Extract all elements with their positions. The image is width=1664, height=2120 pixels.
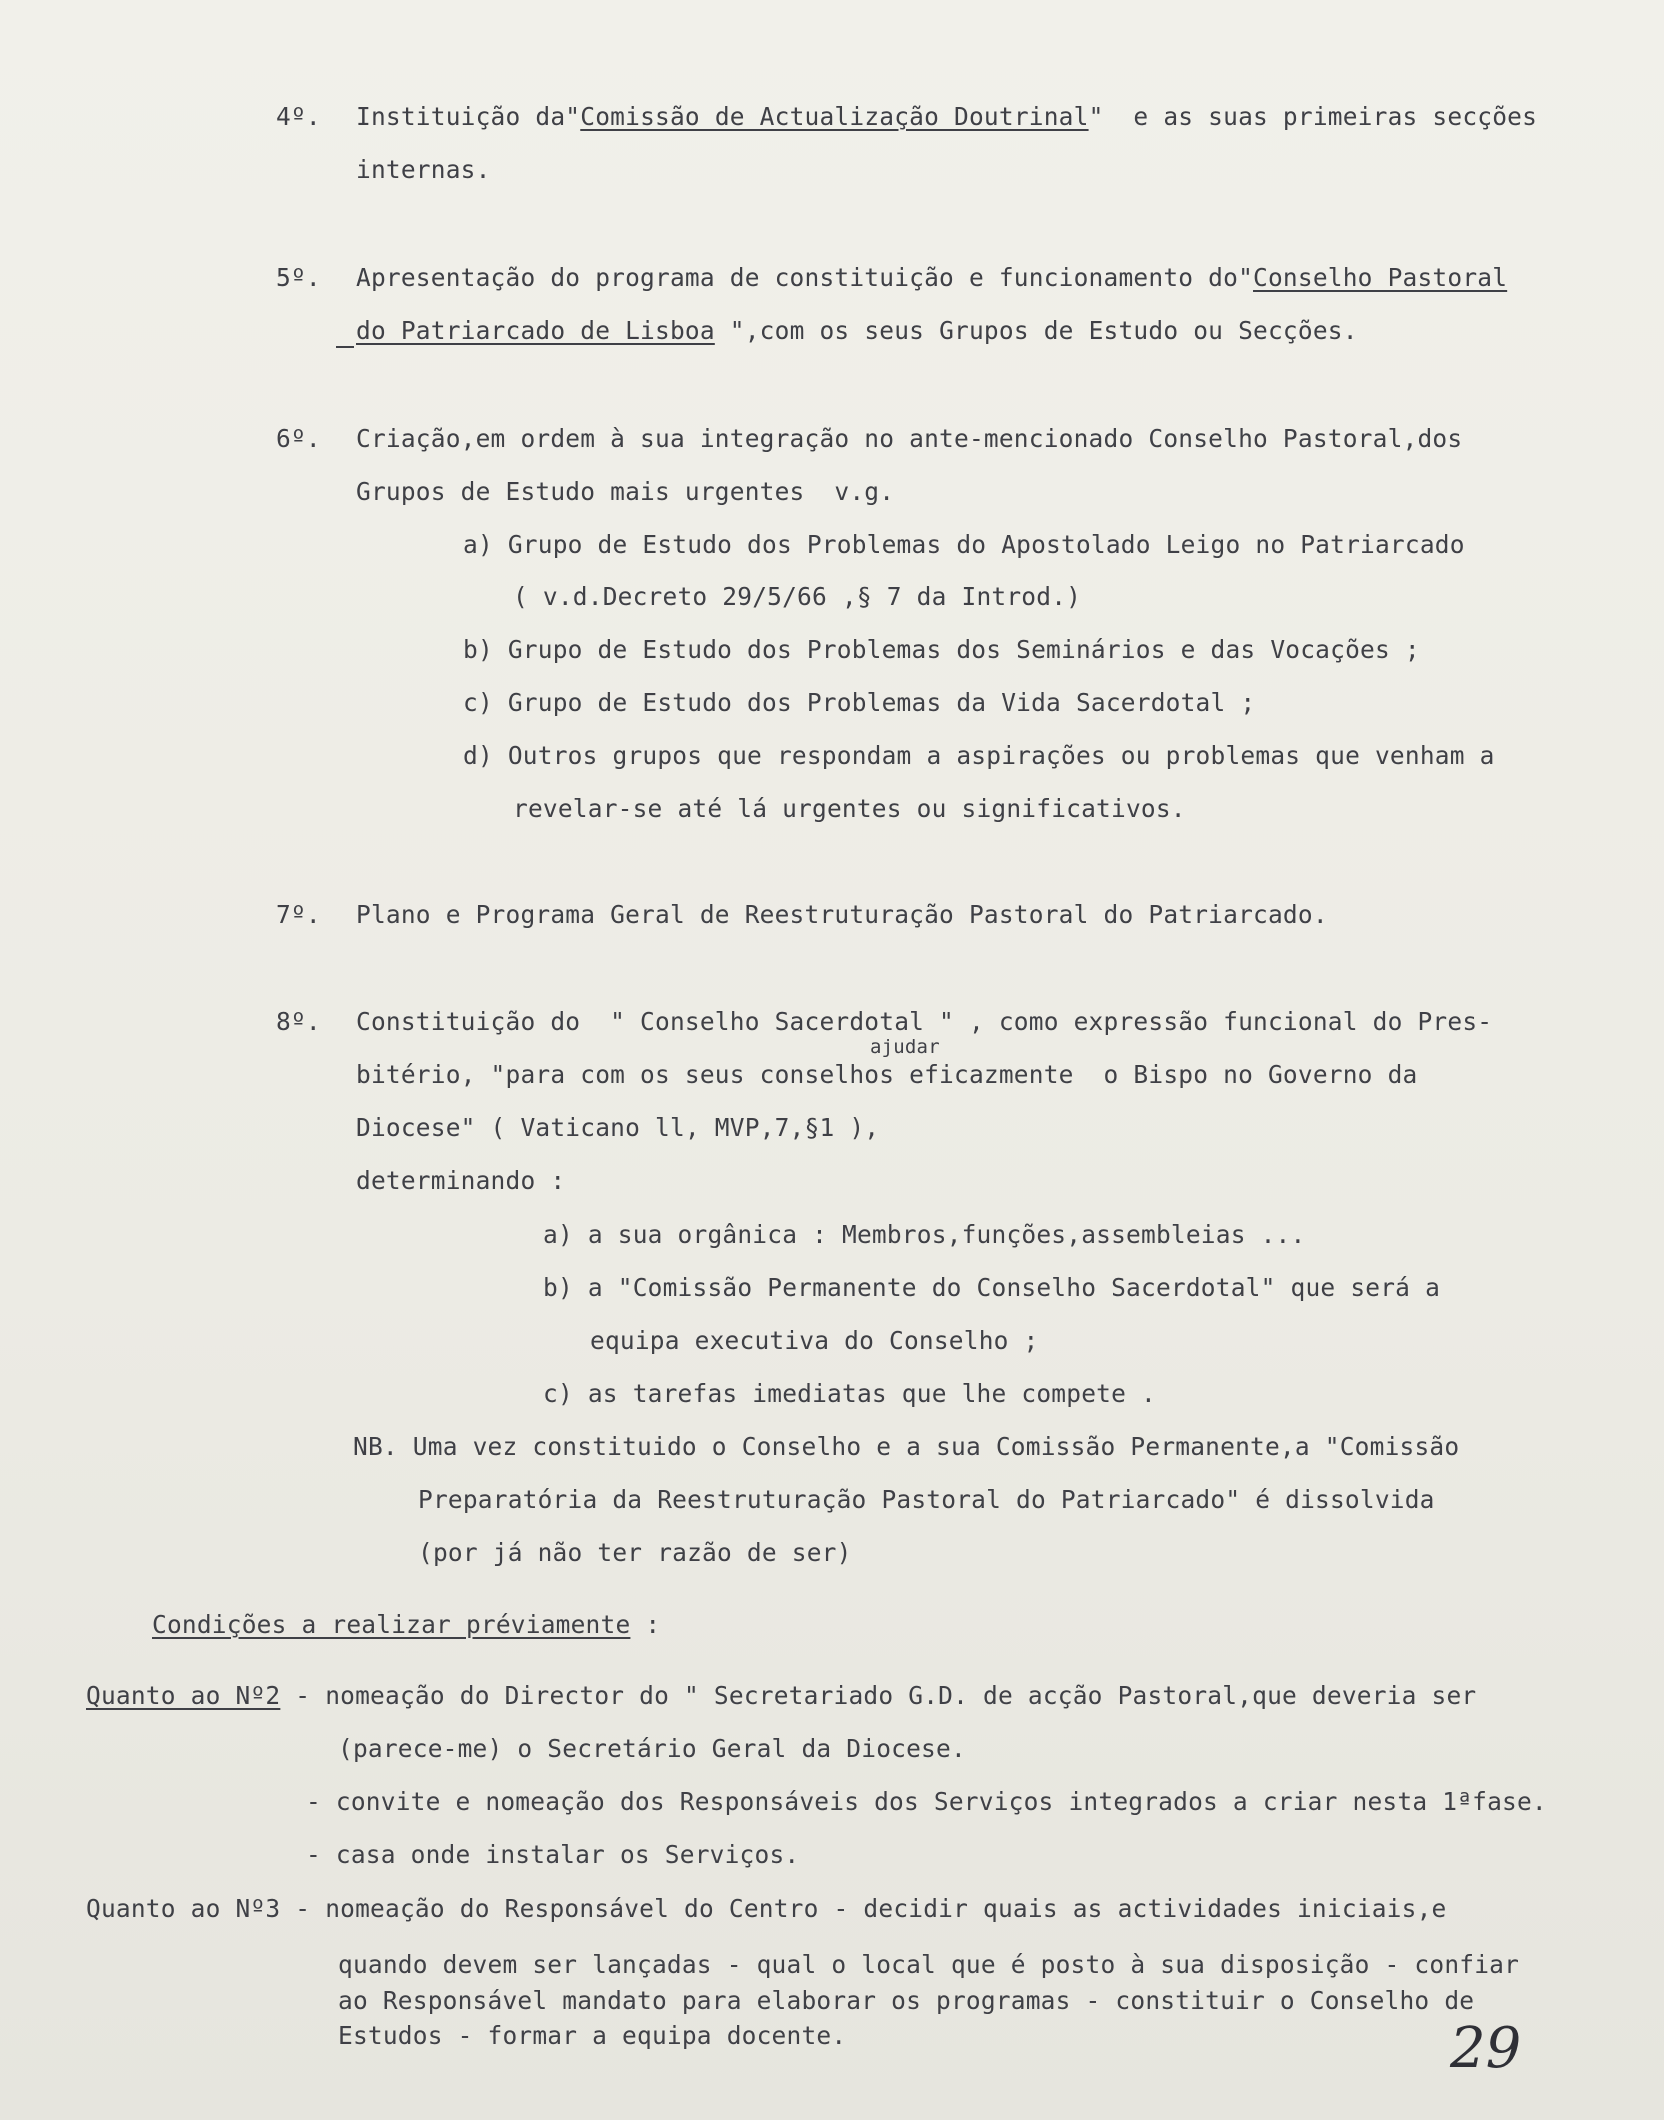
item-6-a-line-1: a) Grupo de Estudo dos Problemas do Apostolado Leigo no Patriarcado: [463, 530, 1465, 559]
item-6-d-line-2: revelar-se até lá urgentes ou significativos.: [513, 794, 1186, 823]
label: Quanto ao Nº3: [86, 1894, 281, 1923]
item-8-a: a) a sua orgânica : Membros,funções,assembleias ...: [543, 1220, 1306, 1249]
item-4-line-2: internas.: [356, 155, 491, 184]
text: " e as suas primeiras secções: [1088, 102, 1538, 131]
item-8-line-3: Diocese" ( Vaticano ll, MVP,7,§1 ),: [356, 1113, 880, 1142]
item-8-b-line-1: b) a "Comissão Permanente do Conselho Sacerdotal" que será a: [543, 1273, 1441, 1302]
item-7-line-1: Plano e Programa Geral de Reestruturação Pastoral do Patriarcado.: [356, 900, 1328, 929]
text: :: [630, 1610, 661, 1639]
item-6-a-line-2: ( v.d.Decreto 29/5/66 ,§ 7 da Introd.): [513, 582, 1082, 611]
item-number: 8º.: [276, 1007, 321, 1036]
conditions-n3-line-4: Estudos - formar a equipa docente.: [338, 2021, 847, 2050]
item-number: 5º.: [276, 263, 321, 292]
underline-mark: [336, 346, 354, 348]
item-6-b: b) Grupo de Estudo dos Problemas dos Seminários e das Vocações ;: [463, 635, 1420, 664]
conditions-n2-line-2: (parece-me) o Secretário Geral da Diocese.: [338, 1734, 966, 1763]
underlined-title: Comissão de Actualização Doutrinal: [580, 102, 1089, 131]
conditions-n2-line-3: - convite e nomeação dos Responsáveis dos Serviços integrados a criar nesta 1ªfase.: [306, 1787, 1547, 1816]
underlined-title: do Patriarcado de Lisboa: [356, 316, 715, 345]
underlined-heading: Condições a realizar préviamente: [152, 1610, 631, 1639]
item-8-line-4: determinando :: [356, 1166, 566, 1195]
item-5-line-1: [356, 263, 1507, 293]
handwritten-insertion: ajudar: [870, 1036, 940, 1058]
conditions-heading: [152, 1610, 660, 1640]
item-6-c: c) Grupo de Estudo dos Problemas da Vida Sacerdotal ;: [463, 688, 1256, 717]
underlined-label: Quanto ao Nº2: [86, 1681, 281, 1710]
item-number: 6º.: [276, 424, 321, 453]
conditions-n3-line-2: quando devem ser lançadas - qual o local que é posto à sua disposição - confiar: [338, 1950, 1520, 1979]
nb-line-1: NB. Uma vez constituido o Conselho e a sua Comissão Permanente,a "Comissão: [353, 1432, 1460, 1461]
nb-line-3: (por já não ter razão de ser): [418, 1538, 852, 1567]
conditions-n3-line-3: ao Responsável mandato para elaborar os programas - constituir o Conselho de: [338, 1986, 1475, 2015]
item-8-c: c) as tarefas imediatas que lhe compete .: [543, 1379, 1156, 1408]
text: Instituição da": [356, 102, 581, 131]
underlined-title: Conselho Pastoral: [1253, 263, 1508, 292]
conditions-n3-line-1: [86, 1894, 1446, 1924]
page-number: 29: [1450, 2016, 1522, 2081]
item-8-line-1: Constituição do " Conselho Sacerdotal " , como expressão funcional do Pres-: [356, 1007, 1493, 1036]
item-number: 7º.: [276, 900, 321, 929]
item-6-line-1: Criação,em ordem à sua integração no ante-mencionado Conselho Pastoral,dos: [356, 424, 1463, 453]
conditions-n2-line-4: - casa onde instalar os Serviços.: [306, 1840, 800, 1869]
item-6-d-line-1: d) Outros grupos que respondam a aspirações ou problemas que venham a: [463, 741, 1495, 770]
text: - nomeação do Responsável do Centro - decidir quais as actividades iniciais,e: [280, 1894, 1447, 1923]
conditions-n2-line-1: [86, 1681, 1476, 1711]
item-8-line-2: bitério, "para com os seus conselhos eficazmente o Bispo no Governo da: [356, 1060, 1418, 1089]
text: ",com os seus Grupos de Estudo ou Secções.: [714, 316, 1358, 345]
item-8-b-line-2: equipa executiva do Conselho ;: [590, 1326, 1039, 1355]
item-5-line-2: [356, 316, 1358, 346]
item-number: 4º.: [276, 102, 321, 131]
nb-line-2: Preparatória da Reestruturação Pastoral do Patriarcado" é dissolvida: [418, 1485, 1435, 1514]
text: - nomeação do Director do " Secretariado G.D. de acção Pastoral,que deveria ser: [280, 1681, 1477, 1710]
item-4-line-1: [356, 102, 1537, 132]
item-6-line-2: Grupos de Estudo mais urgentes v.g.: [356, 477, 895, 506]
text: Apresentação do programa de constituição e funcionamento do": [356, 263, 1254, 292]
